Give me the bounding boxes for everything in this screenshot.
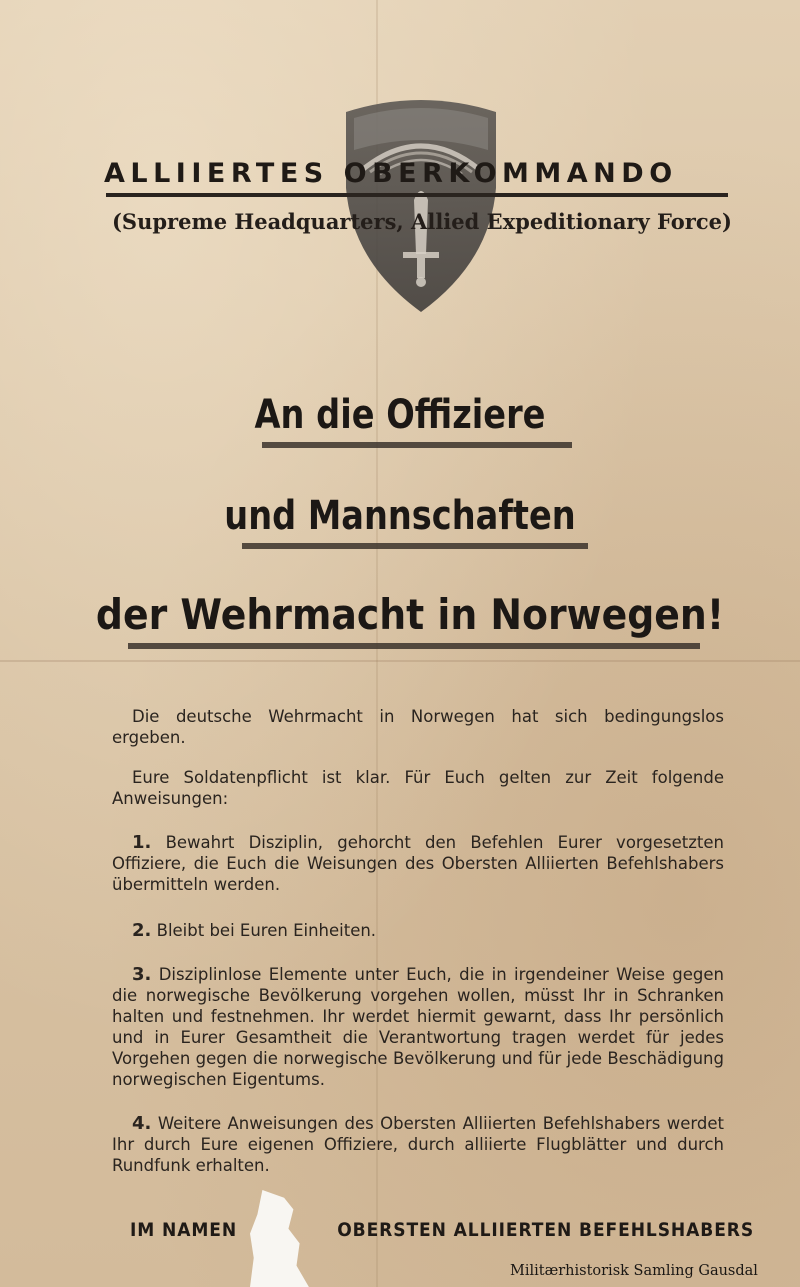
- instruction-number: 1.: [132, 832, 152, 853]
- instruction-text: Bleibt bei Euren Einheiten.: [156, 921, 377, 940]
- intro-paragraph: [112, 706, 724, 748]
- paper-fold: [0, 660, 800, 662]
- signature-part-1: IM NAMEN: [130, 1219, 238, 1241]
- header-title: ALLIIERTES OBERKOMMANDO: [104, 158, 678, 189]
- instruction-4: [112, 1113, 724, 1176]
- headline-line-3: der Wehrmacht in Norwegen!: [95, 590, 725, 639]
- header-rule: [106, 193, 728, 197]
- headline-line-1: An die Offiziere: [254, 392, 546, 438]
- instruction-text: Weitere Anweisungen des Obersten Alliierten Befehlshabers werdet Ihr durch Eure eigenen Offiziere, durch alliierte Flugblätter und durch Rundfunk erhalten.: [112, 1114, 725, 1175]
- headline-underline-3: [128, 643, 700, 649]
- instruction-number: 2.: [132, 920, 152, 941]
- instruction-text: Disziplinlose Elemente unter Euch, die in irgendeiner Weise gegen die norwegische Bevölkerung vorgehen wollen, müsst Ihr in Schranken halten und festnehmen. Ihr werdet hiermit gewarnt, dass Ihr persönlich und in Eurer Gesamtheit die Verantwortung tragen werdet für jedes Vorgehen gegen die norwegische Bevölkerung und für jede Beschädigung norwegischen Eigentums.: [112, 965, 725, 1089]
- instruction-number: 3.: [132, 964, 152, 985]
- intro-text: Die deutsche Wehrmacht in Norwegen hat sich bedingungslos ergeben.: [112, 707, 724, 747]
- lead-text: Eure Soldatenpflicht ist klar. Für Euch gelten zur Zeit folgende Anweisungen:: [112, 768, 724, 808]
- headline-underline-2: [242, 543, 588, 549]
- shaef-emblem-icon: [340, 92, 502, 314]
- instruction-2: [112, 920, 724, 941]
- instruction-1: [112, 832, 724, 895]
- headline-underline-1: [262, 442, 572, 448]
- instruction-number: 4.: [132, 1113, 152, 1134]
- headline-line-2: und Mannschaften: [224, 493, 576, 539]
- header-subtitle: (Supreme Headquarters, Allied Expeditionary Force): [112, 209, 732, 234]
- source-credit: Militærhistorisk Samling Gausdal: [510, 1263, 758, 1279]
- instruction-text: Bewahrt Disziplin, gehorcht den Befehlen Eurer vorgesetzten Offiziere, die Euch die Weisungen des Obersten Alliierten Befehlshabers übermitteln werden.: [112, 833, 724, 894]
- signature-line: [130, 1219, 755, 1241]
- signature-part-2: OBERSTEN ALLIIERTEN BEFEHLSHABERS: [337, 1219, 755, 1241]
- instruction-3: [112, 964, 724, 1090]
- lead-paragraph: [112, 767, 724, 809]
